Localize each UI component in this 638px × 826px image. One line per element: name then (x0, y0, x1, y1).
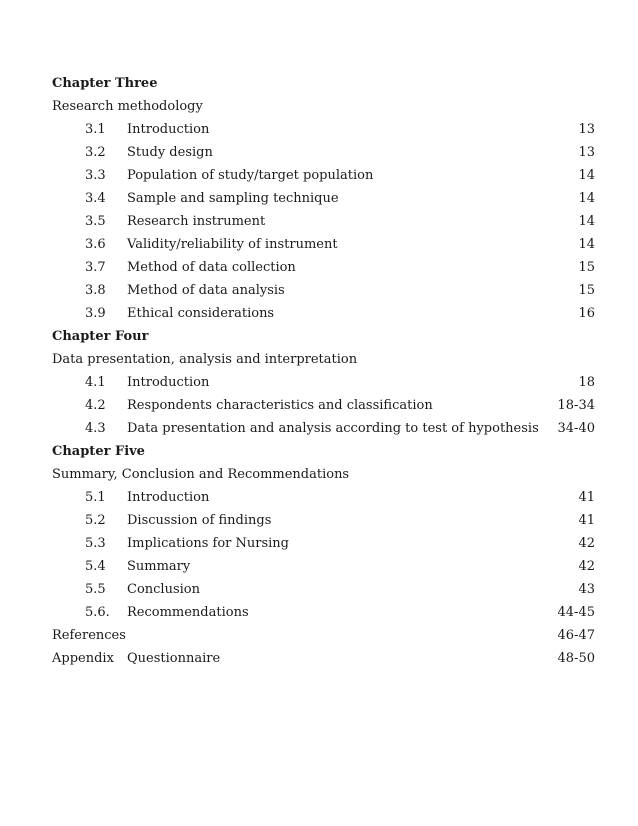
entry-page: 42 (578, 536, 595, 551)
entry-page: 14 (578, 214, 595, 229)
entry-number: 5.2 (85, 513, 106, 528)
entry-page: 15 (578, 260, 595, 275)
entry-page: 34-40 (557, 421, 595, 436)
entry-page: 14 (578, 237, 595, 252)
toc-entry (52, 233, 595, 256)
entry-number: 4.2 (85, 398, 106, 413)
toc-entry (52, 578, 595, 601)
toc-entry (52, 371, 595, 394)
toc-entry (52, 509, 595, 532)
toc-entry (52, 417, 595, 440)
toc-entry (52, 486, 595, 509)
entry-title: Respondents characteristics and classification (127, 398, 433, 413)
references-page: 46-47 (557, 628, 595, 643)
chapter-five-title: Summary, Conclusion and Recommendations (52, 467, 350, 482)
chapter-three-title: Research methodology (52, 99, 203, 114)
entry-title: Data presentation and analysis according to test of hypothesis (127, 421, 539, 436)
entry-number: 4.3 (85, 421, 106, 436)
entry-number: 3.4 (85, 191, 106, 206)
entry-title: Summary (127, 559, 191, 574)
entry-page: 13 (578, 122, 595, 137)
chapter-five-heading: Chapter Five (52, 444, 145, 459)
entry-title: Introduction (127, 375, 210, 390)
entry-title: Population of study/target population (127, 168, 374, 183)
toc-entry (52, 164, 595, 187)
references-label: References (52, 628, 126, 643)
entry-number: 5.1 (85, 490, 106, 505)
entry-number: 5.4 (85, 559, 106, 574)
entry-title: Implications for Nursing (127, 536, 289, 551)
toc-entry (52, 210, 595, 233)
entry-title: Conclusion (127, 582, 200, 597)
entry-page: 43 (578, 582, 595, 597)
entry-number: 3.5 (85, 214, 106, 229)
entry-number: 5.5 (85, 582, 106, 597)
toc-entry (52, 555, 595, 578)
toc-entry (52, 187, 595, 210)
appendix-title: Questionnaire (127, 651, 221, 666)
entry-page: 41 (578, 513, 595, 528)
entry-page: 41 (578, 490, 595, 505)
toc-entry (52, 302, 595, 325)
entry-page: 15 (578, 283, 595, 298)
entry-title: Sample and sampling technique (127, 191, 339, 206)
entry-page: 44-45 (557, 605, 595, 620)
entry-title: Introduction (127, 490, 210, 505)
toc-entry (52, 256, 595, 279)
entry-number: 3.8 (85, 283, 106, 298)
entry-page: 14 (578, 168, 595, 183)
entry-page: 16 (578, 306, 595, 321)
entry-number: 3.1 (85, 122, 106, 137)
toc-appendix (52, 647, 595, 670)
entry-title: Method of data analysis (127, 283, 285, 298)
chapter-three-heading: Chapter Three (52, 76, 158, 91)
toc-references (52, 624, 595, 647)
toc-entry (52, 394, 595, 417)
entry-number: 3.9 (85, 306, 106, 321)
entry-number: 5.6. (85, 605, 110, 620)
toc-entry (52, 118, 595, 141)
entry-title: Introduction (127, 122, 210, 137)
entry-number: 5.3 (85, 536, 106, 551)
chapter-four-heading: Chapter Four (52, 329, 149, 344)
entry-page: 42 (578, 559, 595, 574)
toc-entry (52, 532, 595, 555)
entry-title: Research instrument (127, 214, 266, 229)
entry-number: 3.7 (85, 260, 106, 275)
entry-page: 13 (578, 145, 595, 160)
entry-number: 3.6 (85, 237, 106, 252)
entry-number: 4.1 (85, 375, 106, 390)
appendix-label: Appendix (52, 651, 114, 666)
toc-entry (52, 279, 595, 302)
table-of-contents (52, 72, 595, 670)
appendix-page: 48-50 (557, 651, 595, 666)
entry-page: 14 (578, 191, 595, 206)
entry-page: 18-34 (557, 398, 595, 413)
entry-title: Recommendations (127, 605, 249, 620)
entry-title: Method of data collection (127, 260, 296, 275)
chapter-four-title: Data presentation, analysis and interpretation (52, 352, 358, 367)
toc-entry (52, 141, 595, 164)
entry-title: Discussion of findings (127, 513, 272, 528)
entry-title: Validity/reliability of instrument (127, 237, 338, 252)
toc-entry (52, 601, 595, 624)
entry-title: Ethical considerations (127, 306, 275, 321)
entry-number: 3.2 (85, 145, 106, 160)
entry-page: 18 (578, 375, 595, 390)
entry-title: Study design (127, 145, 213, 160)
entry-number: 3.3 (85, 168, 106, 183)
